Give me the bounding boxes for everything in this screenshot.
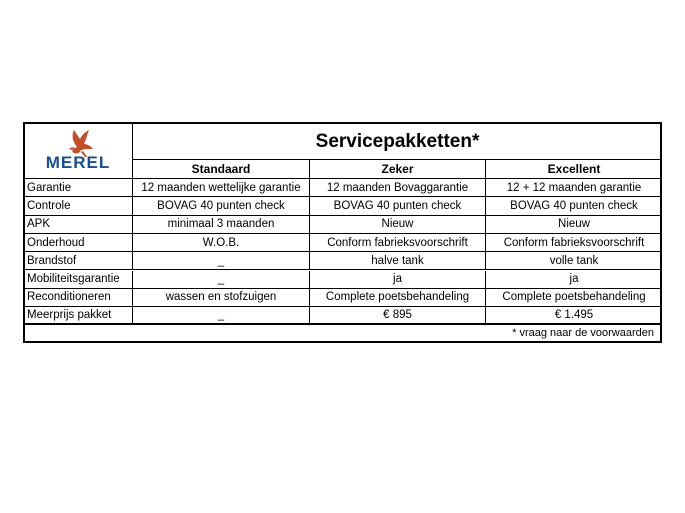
service-packages-table [23, 122, 662, 343]
row-label: Mobiliteitsgarantie [25, 271, 133, 289]
cell-excellent: volle tank [486, 252, 662, 270]
cell-excellent: Nieuw [486, 216, 662, 234]
row-label: Onderhoud [25, 234, 133, 252]
cell-zeker: € 895 [310, 307, 486, 325]
bird-icon [25, 124, 131, 177]
footnote: * vraag naar de voorwaarden [512, 327, 654, 339]
table-title: Servicepakketten* [133, 124, 662, 160]
row-label: APK [25, 216, 133, 234]
cell-standaard: minimaal 3 maanden [133, 216, 310, 234]
table-row [25, 271, 662, 289]
cell-standaard: _ [133, 307, 310, 325]
cell-excellent: € 1.495 [486, 307, 662, 325]
cell-standaard: W.O.B. [133, 234, 310, 252]
row-label: Controle [25, 197, 133, 215]
table-row [25, 307, 662, 325]
cell-zeker: halve tank [310, 252, 486, 270]
merel-logo [25, 124, 133, 179]
cell-zeker: ja [310, 271, 486, 289]
cell-excellent: BOVAG 40 punten check [486, 197, 662, 215]
cell-zeker: BOVAG 40 punten check [310, 197, 486, 215]
table-row [25, 216, 662, 234]
cell-standaard: _ [133, 271, 310, 289]
cell-zeker: Complete poetsbehandeling [310, 289, 486, 307]
table-row [25, 289, 662, 307]
row-label: Reconditioneren [25, 289, 133, 307]
cell-excellent: 12 + 12 maanden garantie [486, 179, 662, 197]
table-row [25, 179, 662, 197]
column-header-zeker: Zeker [310, 160, 486, 179]
cell-zeker: Nieuw [310, 216, 486, 234]
table-row [25, 197, 662, 215]
cell-excellent: Complete poetsbehandeling [486, 289, 662, 307]
cell-standaard: wassen en stofzuigen [133, 289, 310, 307]
row-label: Meerprijs pakket [25, 307, 133, 325]
table-row [25, 234, 662, 252]
cell-excellent: Conform fabrieksvoorschrift [486, 234, 662, 252]
cell-zeker: Conform fabrieksvoorschrift [310, 234, 486, 252]
cell-standaard: 12 maanden wettelijke garantie [133, 179, 310, 197]
row-label: Garantie [25, 179, 133, 197]
logo-wordmark: MEREL [45, 153, 111, 172]
cell-standaard: BOVAG 40 punten check [133, 197, 310, 215]
row-label: Brandstof [25, 252, 133, 270]
column-header-excellent: Excellent [486, 160, 662, 179]
table-row [25, 252, 662, 270]
column-header-standaard: Standaard [133, 160, 310, 179]
cell-standaard: _ [133, 252, 310, 270]
cell-zeker: 12 maanden Bovaggarantie [310, 179, 486, 197]
cell-excellent: ja [486, 271, 662, 289]
